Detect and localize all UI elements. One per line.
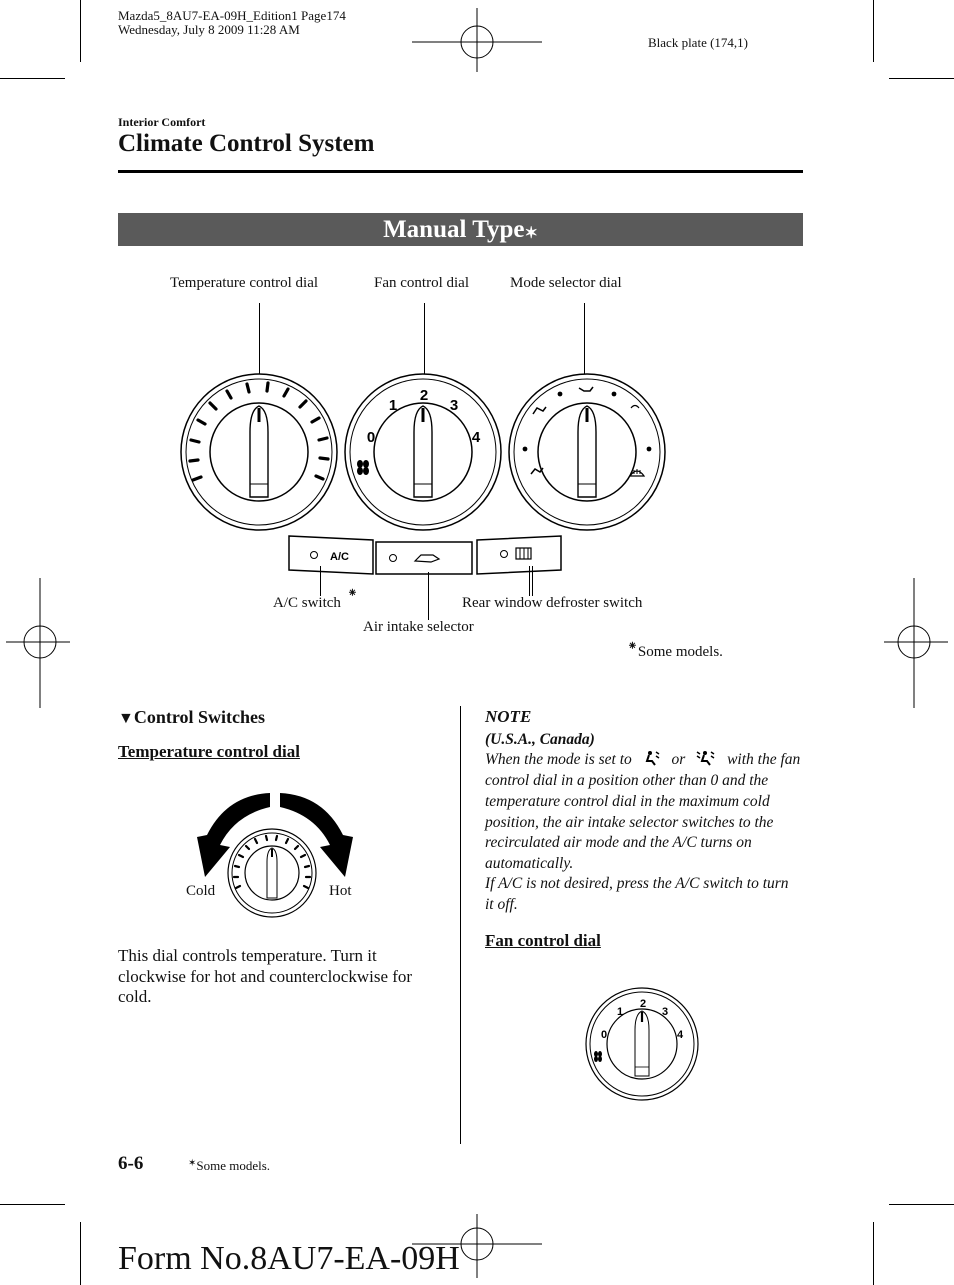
page-number: 6-6 — [118, 1153, 144, 1174]
subheading-fan-dial: Fan control dial — [485, 931, 601, 950]
page-title: Climate Control System — [118, 130, 375, 157]
fan-number: 1 — [616, 1006, 624, 1018]
control-panel-illustration — [175, 360, 675, 585]
note-line-1 — [485, 750, 800, 771]
heading-control-switches — [118, 707, 265, 728]
fan-number: 0 — [600, 1029, 608, 1041]
fan-number: 3 — [449, 397, 459, 414]
note-text: with the fan — [727, 751, 801, 768]
registration-mark-right — [884, 578, 948, 708]
print-header-file: Mazda5_8AU7-EA-09H_Edition1 Page174 — [118, 8, 346, 23]
temperature-dial-description: This dial controls temperature. Turn it clockwise for hot and counterclockwise for cold. — [118, 946, 413, 1006]
registration-mark-left — [6, 578, 70, 708]
crop-mark — [873, 0, 874, 62]
air-intake-switch — [376, 542, 472, 574]
ac-switch-marker: ⁕ — [347, 585, 358, 600]
triangle-icon: ▼ — [118, 710, 134, 727]
column-divider — [460, 706, 461, 1144]
leader-line — [532, 566, 533, 596]
footer-footnote — [188, 1158, 270, 1174]
callout-air-intake: Air intake selector — [363, 619, 474, 635]
leader-line — [529, 566, 530, 596]
fan-dial-illustration — [583, 986, 701, 1104]
footer-footnote-text: Some models. — [196, 1158, 271, 1173]
crop-mark — [889, 78, 954, 79]
temperature-dial — [181, 374, 337, 530]
svg-text:A/C: A/C — [330, 551, 349, 563]
figure-footnote — [627, 638, 723, 661]
fan-number: 2 — [419, 387, 429, 404]
fan-number: 4 — [471, 429, 481, 446]
form-number: Form No.8AU7-EA-09H — [118, 1240, 460, 1277]
hot-label: Hot — [329, 883, 352, 899]
cold-label: Cold — [186, 883, 216, 899]
floor-defrost-mode-icon — [695, 750, 717, 766]
temperature-dial-rotation-illustration — [185, 785, 365, 925]
note-region: (U.S.A., Canada) — [485, 731, 595, 748]
title-rule — [118, 170, 803, 173]
footnote-marker: ⁕ — [627, 638, 638, 653]
note-text: When the mode is set to — [485, 751, 632, 768]
note-text: or — [671, 751, 686, 768]
callout-ac-switch: A/C switch — [273, 595, 341, 611]
callout-temperature-dial: Temperature control dial — [170, 275, 319, 291]
banner-marker: ✶ — [524, 225, 538, 242]
crop-mark — [889, 1204, 954, 1205]
print-header-date: Wednesday, July 8 2009 11:28 AM — [118, 22, 300, 37]
subheading-temperature-dial: Temperature control dial — [118, 742, 300, 761]
fan-number: 3 — [661, 1006, 669, 1018]
callout-mode-dial: Mode selector dial — [510, 275, 622, 291]
heading-text: Control Switches — [133, 707, 266, 727]
crop-mark — [0, 1204, 65, 1205]
crop-mark — [80, 1222, 81, 1285]
manual-type-banner — [118, 213, 803, 246]
fan-number: 4 — [676, 1029, 684, 1041]
footnote-text: Some models. — [637, 644, 723, 660]
fan-dial — [345, 374, 501, 530]
section-label: Interior Comfort — [118, 115, 206, 129]
note-body-second: If A/C is not desired, press the A/C switch to turn it off. — [485, 875, 789, 913]
leader-line — [428, 572, 429, 620]
fan-number: 1 — [388, 397, 398, 414]
leader-line — [320, 566, 321, 596]
fan-number: 0 — [366, 429, 376, 446]
registration-mark-top — [412, 8, 542, 72]
crop-mark — [873, 1222, 874, 1285]
crop-mark — [80, 0, 81, 62]
mode-dial — [509, 374, 665, 530]
print-header-plate: Black plate (174,1) — [648, 35, 748, 50]
callout-fan-dial: Fan control dial — [374, 275, 469, 291]
floor-mode-icon — [642, 750, 662, 766]
banner-title: Manual Type — [383, 216, 525, 243]
note-body: control dial in a position other than 0 and the temperature control dial in the maximum cold position, the air intake selector switches to the recirculated air mode and the A/C turns on automatically. — [485, 772, 774, 873]
footer-marker: ✶ — [188, 1158, 197, 1169]
crop-mark — [0, 78, 65, 79]
callout-rear-defroster: Rear window defroster switch — [462, 595, 643, 611]
note-title: NOTE — [485, 707, 532, 726]
rear-defroster-switch — [477, 536, 561, 574]
fan-number: 2 — [639, 998, 647, 1010]
ac-switch — [289, 536, 373, 574]
